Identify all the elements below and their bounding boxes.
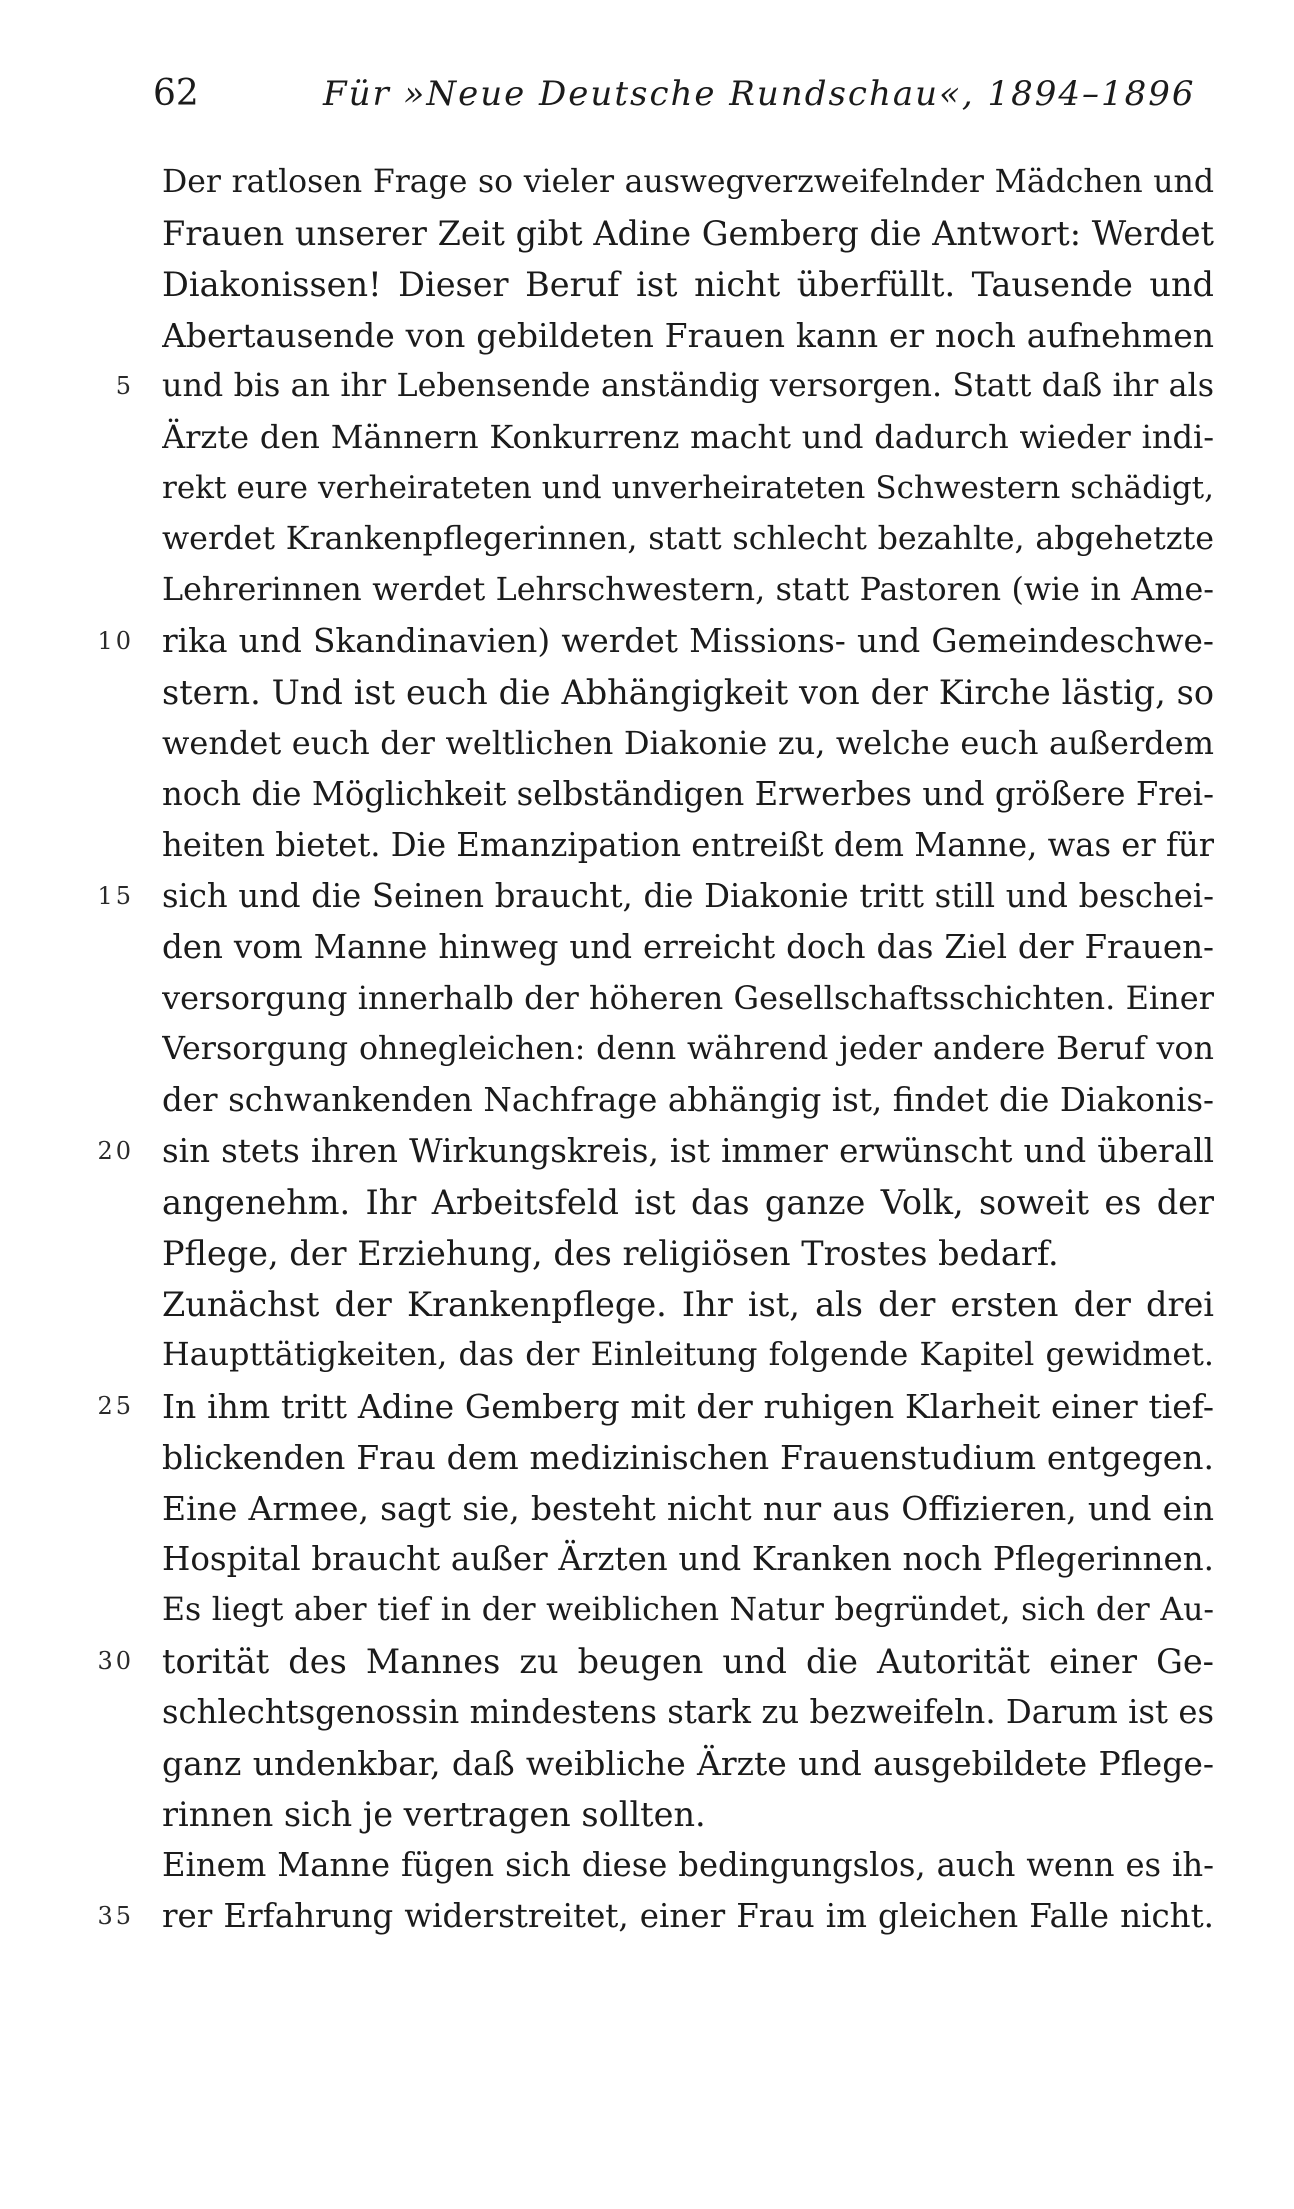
text-line: [0, 1075, 1294, 1126]
line-text: rer Erfahrung widerstreitet, einer Frau im gleichen Falle nicht.: [162, 1897, 1214, 1935]
text-line: [0, 208, 1294, 259]
line-text: Hospital braucht außer Ärzten und Kranken noch Pflegerinnen.: [162, 1540, 1214, 1578]
line-text: Abertausende von gebildeten Frauen kann er noch aufnehmen: [162, 316, 1214, 355]
line-text: torität des Mannes zu beugen und die Autorität einer Ge-: [162, 1642, 1214, 1681]
text-line: [0, 667, 1294, 718]
line-text: sin stets ihren Wirkungskreis, ist immer erwünscht und überall: [162, 1132, 1214, 1170]
line-text: In ihm tritt Adine Gemberg mit der ruhigen Klarheit einer tief-: [162, 1387, 1214, 1426]
text-line: [0, 973, 1294, 1024]
text-line: [0, 1738, 1294, 1789]
line-number: 35: [97, 1902, 134, 1930]
text-line: [0, 1891, 1294, 1942]
text-line: [0, 1840, 1294, 1891]
line-text: Der ratlosen Frage so vieler auswegverzweifelnder Mädchen und: [162, 164, 1214, 200]
text-line: [0, 1228, 1294, 1279]
text-line: [0, 1483, 1294, 1534]
text-line: [0, 1687, 1294, 1738]
line-text: Haupttätigkeiten, das der Einleitung folgende Kapitel gewidmet.: [162, 1337, 1214, 1373]
text-line: [0, 1432, 1294, 1483]
text-line: [0, 412, 1294, 463]
text-line: [0, 1177, 1294, 1228]
text-line: [0, 1381, 1294, 1432]
line-text: den vom Manne hinweg und erreicht doch das Ziel der Frauen-: [162, 928, 1214, 966]
text-line: [0, 361, 1294, 412]
line-text: ganz undenkbar, daß weibliche Ärzte und ausgebildete Pflege-: [162, 1744, 1214, 1783]
line-text: stern. Und ist euch die Abhängigkeit von der Kirche lästig, so: [162, 673, 1214, 712]
page-number: 62: [153, 73, 199, 114]
text-line: [0, 1636, 1294, 1687]
text-line: [0, 1126, 1294, 1177]
body-text: [0, 157, 1294, 1942]
line-text: Zunächst der Krankenpflege. Ihr ist, als der ersten der drei: [162, 1285, 1214, 1324]
line-text: Versorgung ohnegleichen: denn während jeder andere Beruf von: [162, 1031, 1214, 1067]
line-text: sich und die Seinen braucht, die Diakonie tritt still und beschei-: [162, 877, 1214, 915]
text-line: [0, 1789, 1294, 1840]
line-text: Es liegt aber tief in der weiblichen Natur begründet, sich der Au-: [162, 1592, 1214, 1628]
text-line: [0, 514, 1294, 565]
text-line: [0, 1279, 1294, 1330]
line-text: angenehm. Ihr Arbeitsfeld ist das ganze Volk, soweit es der: [162, 1183, 1214, 1222]
text-line: [0, 922, 1294, 973]
line-text: rinnen sich je vertragen sollten.: [162, 1795, 706, 1834]
line-number: 5: [115, 372, 134, 400]
line-text: und bis an ihr Lebensende anständig versorgen. Statt daß ihr als: [162, 368, 1214, 404]
line-text: werdet Krankenpflegerinnen, statt schlecht bezahlte, abgehetzte: [162, 521, 1214, 557]
running-head: Für »Neue Deutsche Rundschau«, 1894–1896: [323, 74, 1196, 114]
line-number: 15: [97, 882, 134, 910]
line-text: schlechtsgenossin mindestens stark zu bezweifeln. Darum ist es: [162, 1693, 1214, 1731]
line-number: 25: [97, 1392, 134, 1420]
line-text: Lehrerinnen werdet Lehrschwestern, statt Pastoren (wie in Ame-: [162, 572, 1214, 608]
text-line: [0, 310, 1294, 361]
line-text: der schwankenden Nachfrage abhängig ist, findet die Diakonis-: [162, 1081, 1214, 1119]
text-line: [0, 820, 1294, 871]
text-line: [0, 259, 1294, 310]
text-line: [0, 1585, 1294, 1636]
line-number: 10: [97, 627, 134, 655]
line-text: wendet euch der weltlichen Diakonie zu, welche euch außerdem: [162, 724, 1214, 762]
line-text: Pflege, der Erziehung, des religiösen Trostes bedarf.: [162, 1234, 1059, 1273]
line-text: Ärzte den Männern Konkurrenz macht und dadurch wieder indi-: [162, 418, 1214, 456]
line-number: 30: [97, 1647, 134, 1675]
line-text: noch die Möglichkeit selbständigen Erwerbes und größere Frei-: [162, 775, 1214, 813]
line-text: Frauen unserer Zeit gibt Adine Gemberg die Antwort: Werdet: [162, 214, 1214, 253]
text-line: [0, 1330, 1294, 1381]
text-line: [0, 718, 1294, 769]
text-line: [0, 616, 1294, 667]
line-number: 20: [97, 1137, 134, 1165]
line-text: versorgung innerhalb der höheren Gesellschaftsschichten. Einer: [162, 979, 1214, 1017]
line-text: rekt eure verheirateten und unverheirateten Schwestern schädigt,: [162, 470, 1214, 506]
line-text: blickenden Frau dem medizinischen Frauenstudium entgegen.: [162, 1438, 1214, 1477]
line-text: heiten bietet. Die Emanzipation entreißt dem Manne, was er für: [162, 826, 1214, 864]
text-line: [0, 157, 1294, 208]
text-line: [0, 769, 1294, 820]
line-text: rika und Skandinavien) werdet Missions- und Gemeindeschwe-: [162, 622, 1214, 660]
page-header: [153, 64, 1196, 124]
line-text: Diakonissen! Dieser Beruf ist nicht überfüllt. Tausende und: [162, 265, 1214, 304]
line-text: Einem Manne fügen sich diese bedingungslos, auch wenn es ih-: [162, 1846, 1214, 1884]
line-text: Eine Armee, sagt sie, besteht nicht nur aus Offizieren, und ein: [162, 1489, 1214, 1528]
text-line: [0, 1024, 1294, 1075]
text-line: [0, 565, 1294, 616]
text-line: [0, 871, 1294, 922]
text-line: [0, 1534, 1294, 1585]
text-line: [0, 463, 1294, 514]
